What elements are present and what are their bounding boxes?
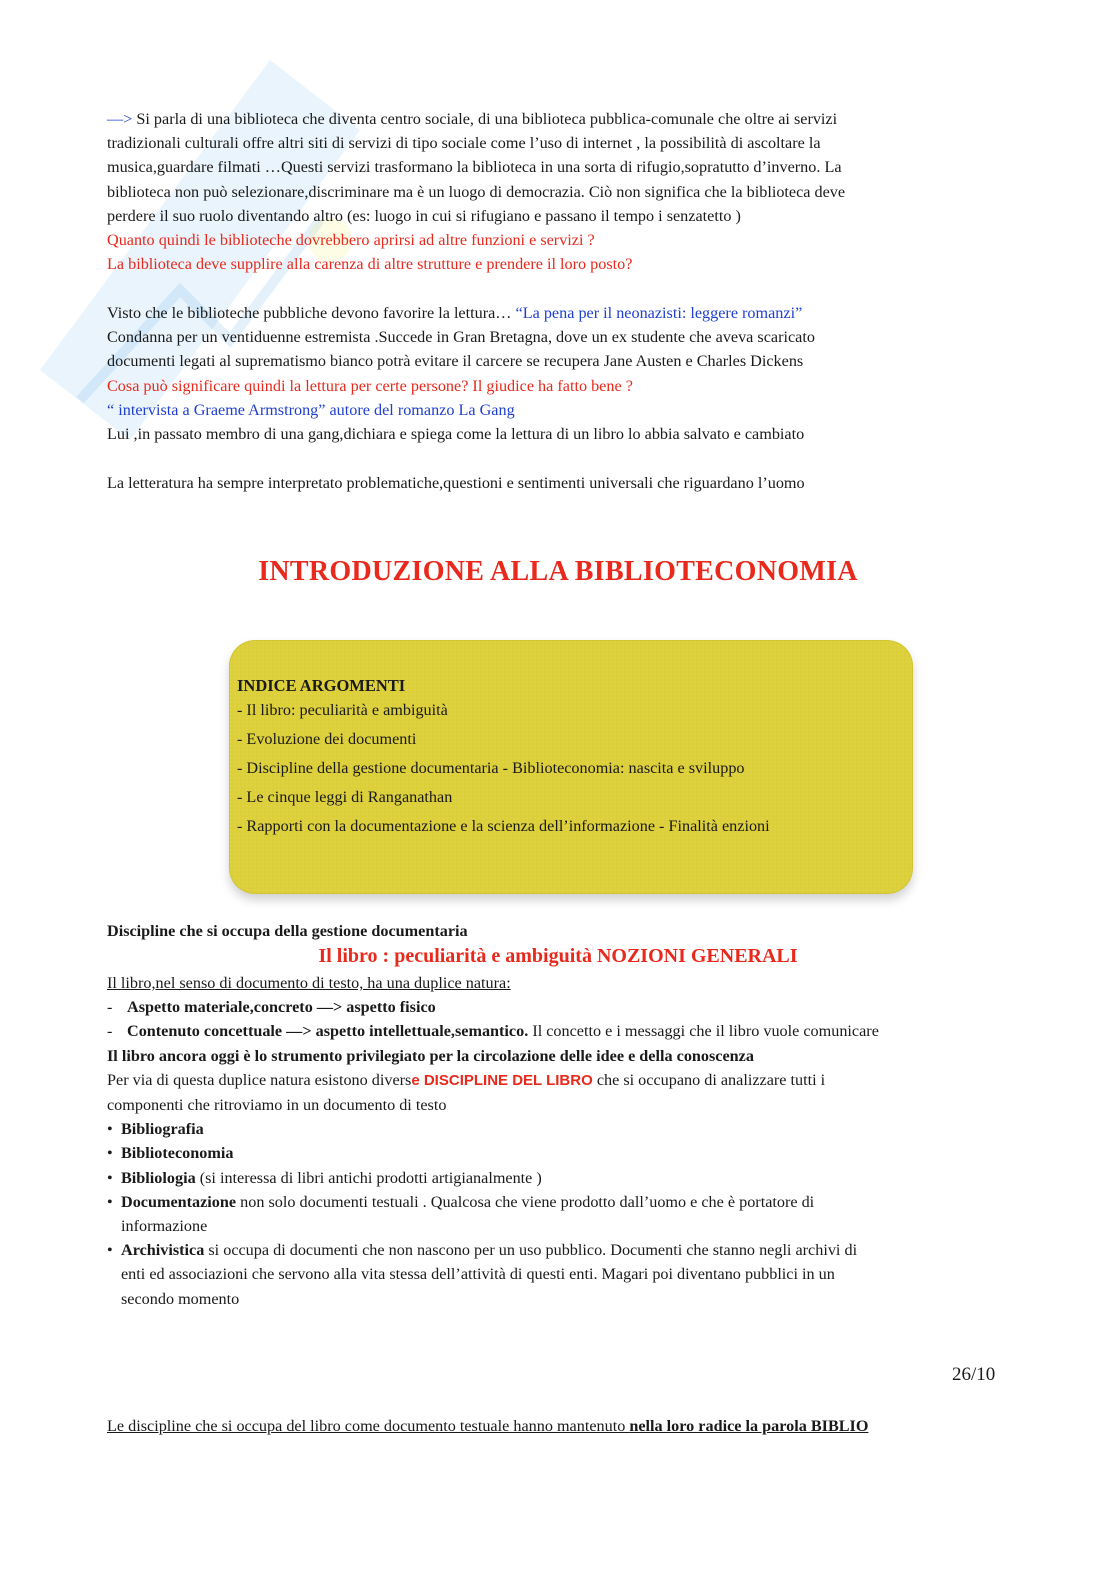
intro-line-3: musica,guardare filmati …Questi servizi trasformano la biblioteca in una sorta di rifugio,sopratutto d’inverno. La [107, 158, 842, 177]
intro-question-2: La biblioteca deve supplire alla carenza di altre strutture e prendere il loro posto? [107, 255, 633, 274]
bullet-icon: • [107, 1192, 113, 1211]
aspect-item-1: - Aspetto materiale,concreto —> aspetto fisico [107, 995, 1007, 1019]
bold-statement: Il libro ancora oggi è lo strumento privilegiato per la circolazione delle idee e della conoscenza [107, 1046, 754, 1065]
aspect-item-2: - Contenuto concettuale —> aspetto intellettuale,semantico. Il concetto e i messaggi che il libro vuole comunicare [107, 1019, 1007, 1043]
section-body [107, 971, 1007, 1311]
list-item: • Bibliologia (si interessa di libri antichi prodotti artigianalmente ) [107, 1166, 1007, 1190]
index-box [229, 640, 913, 894]
list-item-continuation: informazione [121, 1217, 208, 1236]
index-item: - Evoluzione dei documenti [237, 730, 417, 748]
dash-marker: - [107, 998, 113, 1017]
list-item: • Documentazione non solo documenti testuali . Qualcosa che viene prodotto dall’uomo e che è portatore di [107, 1190, 1007, 1214]
index-item: - Discipline della gestione documentaria - Biblioteconomia: nascita e sviluppo [237, 759, 745, 777]
section-red-heading: Il libro : peculiarità e ambiguità NOZIONI GENERALI [318, 945, 798, 967]
news-quote: “La pena per il neonazisti: leggere romanzi” [515, 304, 803, 322]
index-item: - Il libro: peculiarità e ambiguità [237, 701, 448, 719]
list-item: • Biblioteconomia [107, 1141, 1007, 1165]
reading-line-3: documenti legati al suprematismo bianco potrà evitare il carcere se recupera Jane Austen e Charles Dickens [107, 352, 804, 371]
bullet-icon: • [107, 1120, 113, 1139]
page-title: INTRODUZIONE ALLA BIBLIOTECONOMIA [258, 556, 858, 587]
index-content [237, 674, 770, 841]
list-item: • Archivistica si occupa di documenti che non nascono per un uso pubblico. Documenti che stanno negli archivi di [107, 1238, 1007, 1262]
index-item: - Rapporti con la documentazione e la scienza dell’informazione - Finalità enzioni [237, 817, 770, 835]
reading-question: Cosa può significare quindi la lettura per certe persone? Il giudice ha fatto bene ? [107, 376, 633, 395]
reading-paragraph [107, 301, 987, 446]
intro-line-2: tradizionali culturali offre altri siti di servizi di tipo sociale come l’uso di internet , la possibilità di ascoltare la [107, 134, 821, 153]
footer-sentence: Le discipline che si occupa del libro come documento testuale hanno mantenuto nella loro radice la parola BIBLIO [107, 1417, 869, 1435]
date-label: 26/10 [952, 1364, 996, 1385]
dash-marker: - [107, 1022, 113, 1041]
index-item: - Le cinque leggi di Ranganathan [237, 788, 453, 806]
list-item: • Bibliografia [107, 1117, 1007, 1141]
intro-paragraph [107, 107, 987, 276]
reading-line-2: Condanna per un ventiduenne estremista .Succede in Gran Bretagna, dove un ex studente che aveva scaricato [107, 328, 815, 347]
list-item-continuation: enti ed associazioni che servono alla vita stessa dell’attività di questi enti. Magari poi diventano pubblici in un [121, 1265, 835, 1284]
reading-line-1: Visto che le biblioteche pubbliche devono favorire la lettura… “La pena per il neonazisti: leggere romanzi” [107, 304, 803, 322]
bullet-icon: • [107, 1144, 113, 1163]
intro-line-4: biblioteca non può selezionare,discriminare ma è un luogo di democrazia. Ciò non significa che la biblioteca deve [107, 182, 846, 201]
intro-line-5: perdere il suo ruolo diventando altro (es: luogo in cui si rifugiano e passano il tempo i senzatetto ) [107, 206, 741, 225]
intro-question-1: Quanto quindi le biblioteche dovrebbero aprirsi ad altre funzioni e servizi ? [107, 231, 595, 250]
list-item-continuation: secondo momento [121, 1289, 240, 1308]
bullet-icon: • [107, 1241, 113, 1260]
interview-title: “ intervista a Graeme Armstrong” autore del romanzo La Gang [107, 400, 515, 419]
index-heading: INDICE ARGOMENTI [237, 676, 406, 695]
duplice-line-2: componenti che ritroviamo in un documento di testo [107, 1096, 447, 1115]
literature-line: La letteratura ha sempre interpretato problematiche,questioni e sentimenti universali che riguardano l’uomo [107, 474, 805, 492]
arrow-symbol: —> [107, 110, 133, 128]
duplice-line-1: Per via di questa duplice natura esistono diverse DISCIPLINE DEL LIBRO che si occupano di analizzare tutti i [107, 1070, 826, 1089]
bullet-icon: • [107, 1168, 113, 1187]
underlined-sentence: Il libro,nel senso di documento di testo, ha una duplice natura: [107, 974, 511, 992]
section-subheading: Discipline che si occupa della gestione documentaria [107, 922, 468, 940]
intro-line-1: —> Si parla di una biblioteca che diventa centro sociale, di una biblioteca pubblica-comunale che oltre ai servizi [107, 110, 838, 128]
reading-last-line: Lui ,in passato membro di una gang,dichiara e spiega come la lettura di un libro lo abbia salvato e cambiato [107, 425, 805, 444]
